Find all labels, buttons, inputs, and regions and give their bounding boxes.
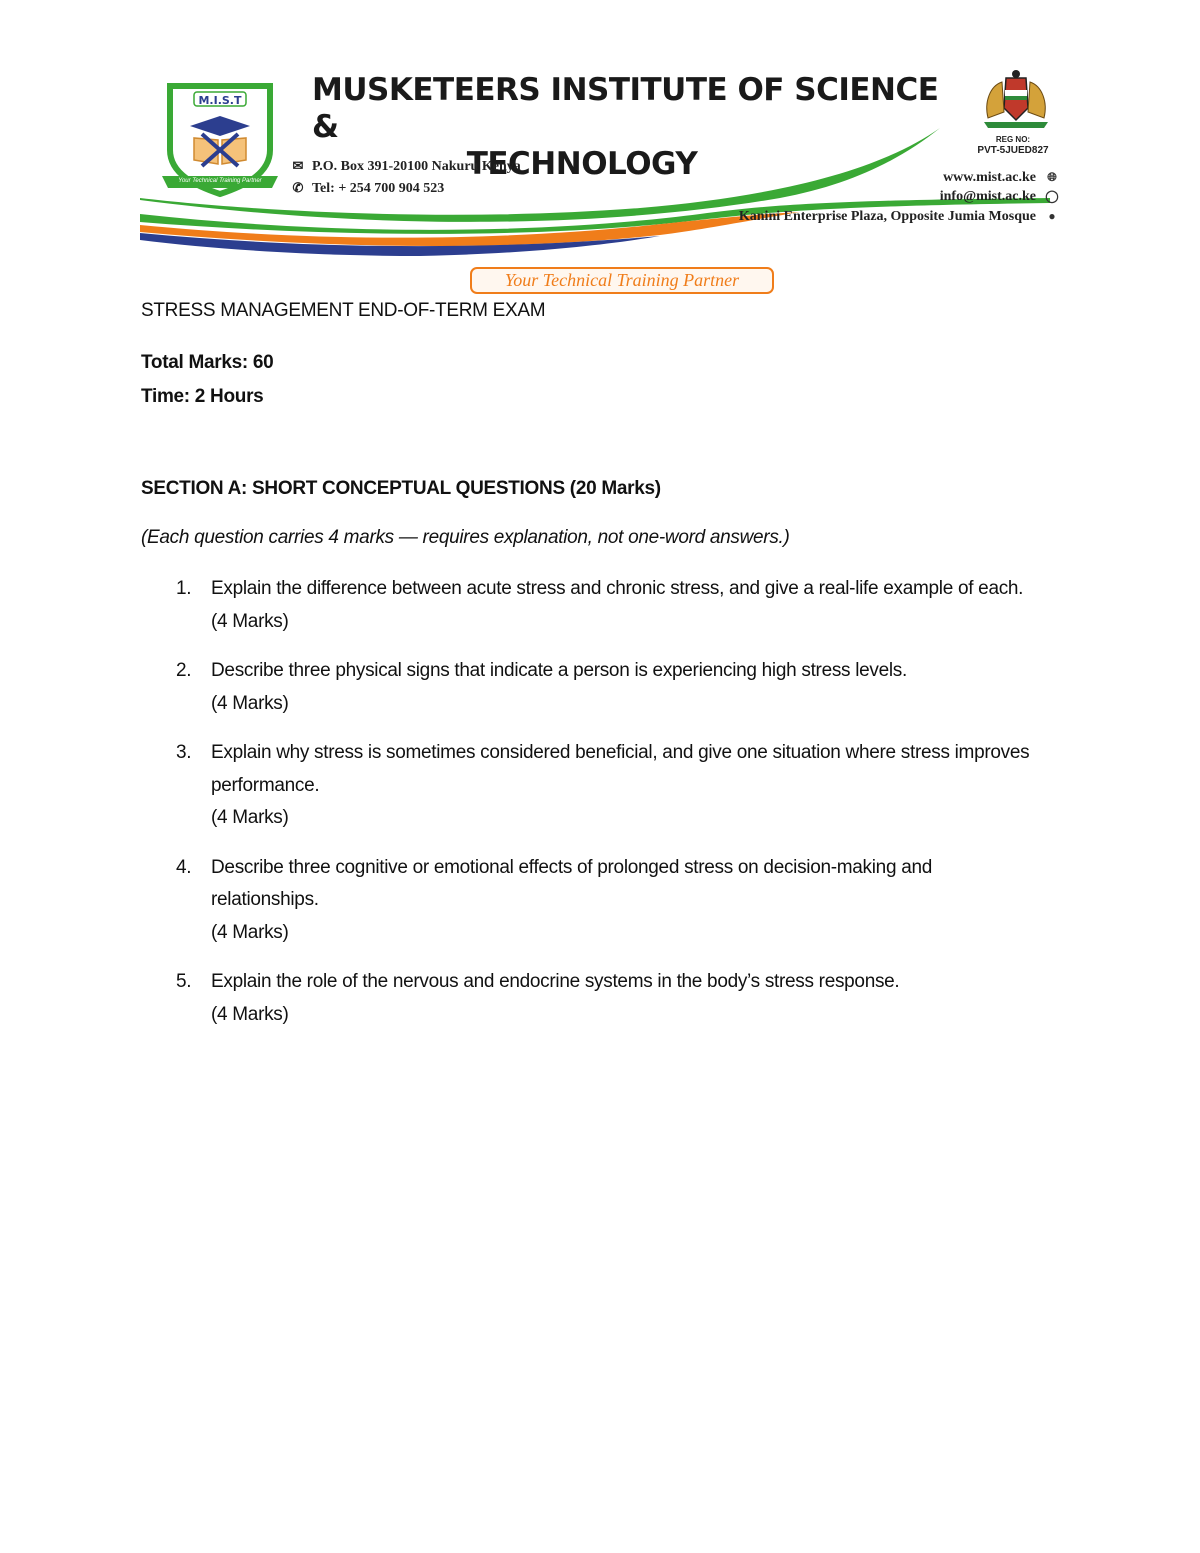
coat-of-arms-icon (978, 68, 1054, 130)
total-marks: Total Marks: 60 (141, 352, 274, 373)
question-text: Explain why stress is sometimes considered beneficial, and give one situation where stress improves performance. (211, 742, 1030, 796)
email (760, 189, 1060, 205)
question-item (141, 737, 1041, 835)
phone-icon: ✆ (292, 180, 304, 195)
globe-icon: 🌐︎ (1047, 170, 1057, 184)
mailbox-icon: ✉ (292, 158, 304, 173)
section-title: SECTION A: SHORT CONCEPTUAL QUESTIONS (20 Marks) (141, 478, 661, 499)
po-box: ✉ P.O. Box 391-20100 Nakuru Kenya (290, 158, 521, 175)
question-marks: (4 Marks) (211, 692, 289, 714)
website (760, 170, 1060, 186)
question-marks: (4 Marks) (211, 610, 289, 632)
question-text: Describe three cognitive or emotional effects of prolonged stress on decision-making and relationships. (211, 856, 932, 910)
question-marks: (4 Marks) (211, 921, 289, 943)
question-text: Explain the role of the nervous and endocrine systems in the body’s stress response. (211, 971, 900, 992)
question-item (141, 852, 1041, 950)
telephone: ✆ Tel: + 254 700 904 523 (290, 180, 444, 197)
logo-ribbon-text: Your Technical Training Partner (178, 178, 262, 184)
exam-meta (141, 346, 273, 414)
section-note: (Each question carries 4 marks — requires explanation, not one-word answers.) (141, 527, 790, 548)
question-number: 1. (176, 578, 192, 599)
question-text: Explain the difference between acute stress and chronic stress, and give a real-life example of each. (211, 578, 1024, 599)
registration-number: PVT-5JUED827 (977, 145, 1049, 156)
exam-title: STRESS MANAGEMENT END-OF-TERM EXAM (141, 300, 546, 321)
website-link[interactable]: www.mist.ac.ke (943, 170, 1036, 185)
question-marks: (4 Marks) (211, 1003, 289, 1025)
chat-icon: ◯ (1045, 189, 1059, 203)
exam-time: Time: 2 Hours (141, 386, 264, 407)
tagline: Your Technical Training Partner (470, 267, 774, 294)
question-item (141, 655, 1041, 720)
question-text: Describe three physical signs that indicate a person is experiencing high stress levels. (211, 660, 907, 681)
location-pin-icon: ● (1048, 209, 1056, 223)
institution-name-line1: MUSKETEERS INSTITUTE OF SCIENCE & (312, 72, 939, 145)
question-number: 5. (176, 971, 192, 992)
institution-name-line2: TECHNOLOGY (466, 146, 698, 182)
question-number: 2. (176, 660, 192, 681)
letterhead (0, 0, 1200, 300)
question-marks: (4 Marks) (211, 807, 289, 828)
question-item (141, 966, 1041, 1031)
question-item (141, 573, 1041, 638)
email-link[interactable]: info@mist.ac.ke (939, 189, 1036, 204)
question-number: 4. (176, 856, 192, 878)
address: Kanini Enterprise Plaza, Opposite Jumia Mosque ● (640, 209, 1060, 225)
question-number: 3. (176, 742, 192, 763)
question-list (141, 573, 1041, 1031)
registration: REG NO: PVT-5JUED827 (968, 135, 1058, 157)
logo-text: M.I.S.T (198, 94, 242, 107)
